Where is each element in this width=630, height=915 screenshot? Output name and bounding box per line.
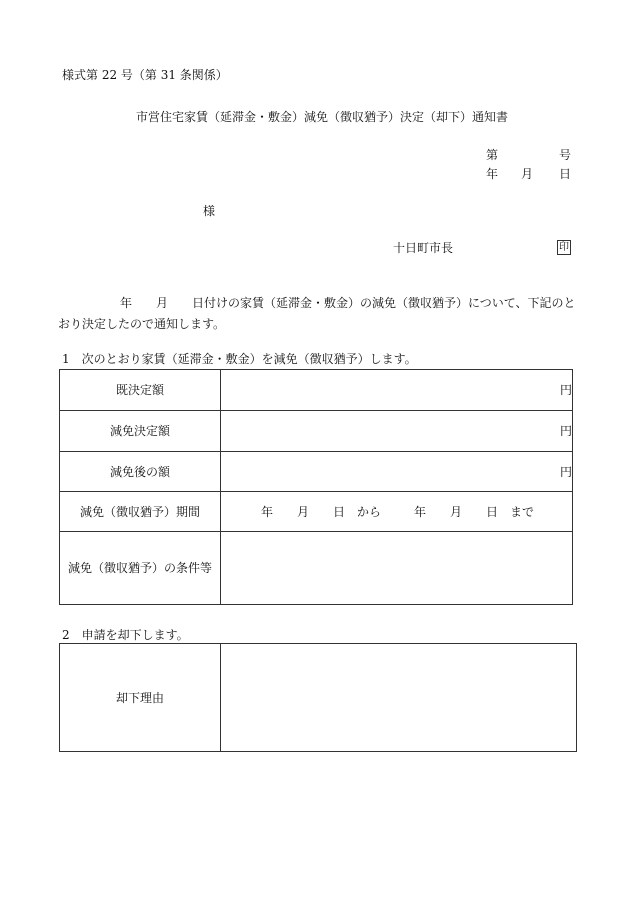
doc-number-suffix: 号	[559, 148, 572, 162]
row-label-existing-amount: 既決定額	[60, 370, 221, 411]
table-row	[60, 492, 573, 532]
table-row	[60, 644, 577, 752]
yen-unit: 円	[559, 464, 572, 479]
reduction-amount-field	[221, 411, 573, 452]
seal-mark: 印	[559, 242, 569, 253]
yen-unit: 円	[559, 424, 572, 438]
conditions-field	[221, 532, 573, 605]
period-from: 年 月 日 から	[261, 504, 382, 519]
date-year: 年	[486, 167, 499, 181]
row-label-period: 減免（徴収猶予）期間	[60, 492, 221, 532]
rejection-reason-field	[221, 644, 577, 752]
section1-heading: 1 次のとおり家賃（延滞金・敷金）を減免（徴収猶予）します。	[62, 352, 417, 366]
row-label-rejection-reason: 却下理由	[60, 644, 221, 752]
addressee-suffix: 様	[203, 204, 216, 218]
rejection-table	[59, 643, 577, 752]
issuer-name: 十日町市長	[393, 241, 454, 255]
doc-number-prefix: 第	[486, 148, 499, 162]
date-month: 月	[521, 167, 534, 181]
body-text-line2: おり決定したので通知します。	[58, 317, 226, 331]
table-row	[60, 411, 573, 452]
document-title: 市営住宅家賃（延滞金・敷金）減免（徴収猶予）決定（却下）通知書	[135, 110, 508, 124]
decision-table	[59, 369, 573, 605]
table-row	[60, 452, 573, 492]
amount-after-reduction-field	[221, 452, 573, 492]
section2-heading: 2 申請を却下します。	[62, 628, 189, 642]
table-row	[60, 370, 573, 411]
body-text-line1: 年 月 日付けの家賃（延滞金・敷金）の減免（徴収猶予）について、下記のと	[120, 296, 576, 310]
row-label-amount-after-reduction: 減免後の額	[60, 452, 221, 492]
period-to: 年 月 日 まで	[413, 504, 534, 519]
row-label-reduction-amount: 減免決定額	[60, 411, 221, 452]
row-label-conditions: 減免（徴収猶予）の条件等	[60, 532, 221, 605]
existing-amount-field	[221, 370, 573, 411]
period-field	[221, 492, 573, 532]
yen-unit: 円	[559, 383, 572, 397]
date-day: 日	[559, 167, 572, 181]
form-number: 様式第 22 号（第 31 条関係）	[62, 68, 228, 82]
table-row	[60, 532, 573, 605]
